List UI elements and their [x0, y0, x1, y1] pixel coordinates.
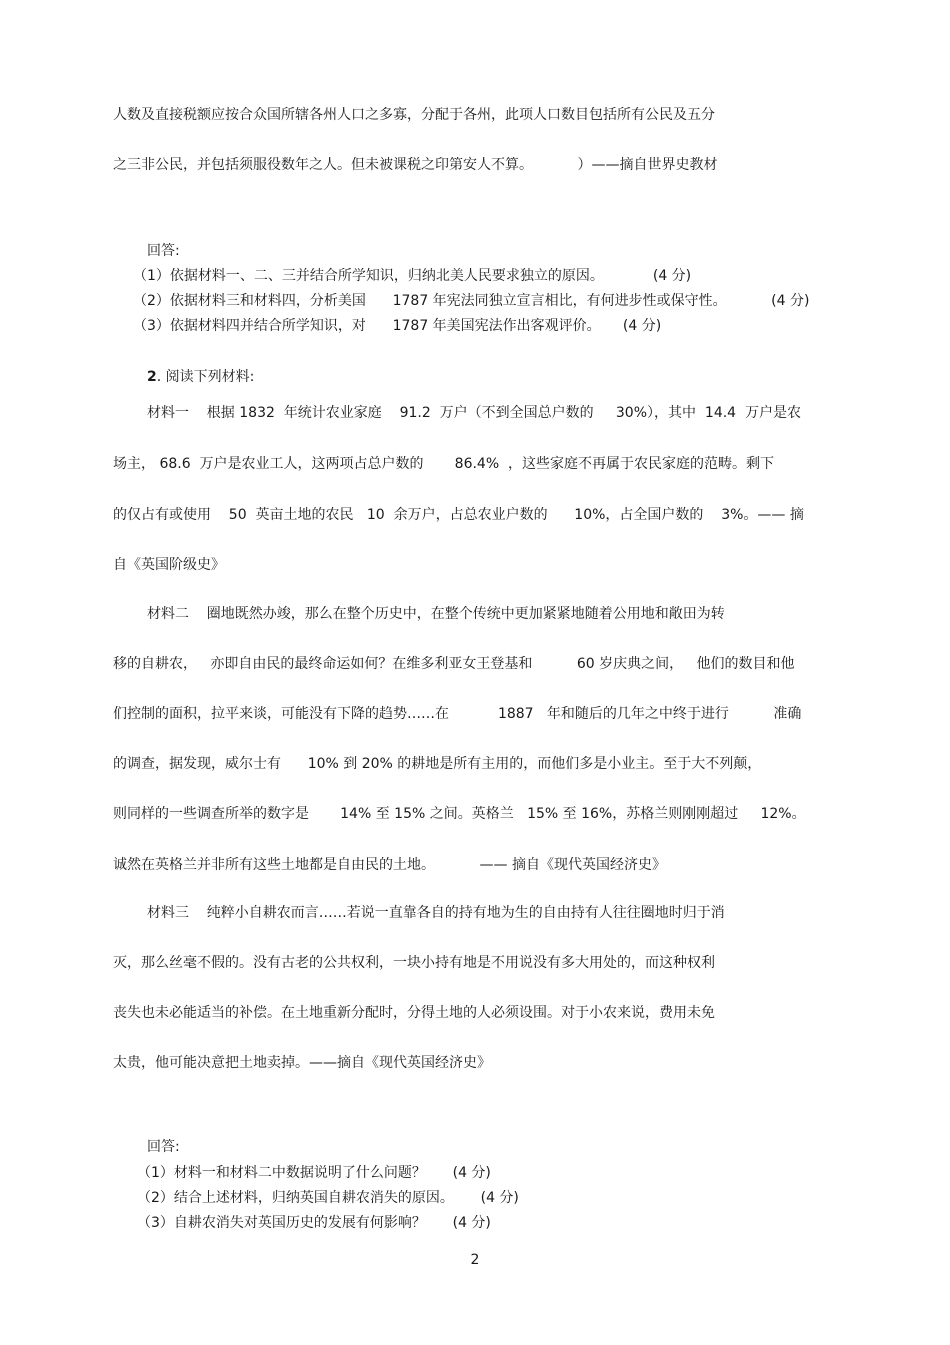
- question-item: （3）依据材料四并结合所学知识，对 1787 年美国宪法作出客观评价。 (4 分): [133, 318, 662, 334]
- material-line: 的调查，据发现，威尔士有 10% 到 20% 的耕地是所有主用的，而他们多是小业主。至于大不列颠，: [113, 756, 762, 772]
- answer-label: 回答:: [147, 243, 180, 259]
- passage-line: 之三非公民，并包括须服役数年之人。但未被课税之印第安人不算。 ）——摘自世界史教材: [113, 157, 718, 173]
- material-line: 丧失也未必能适当的补偿。在土地重新分配时，分得土地的人必须设围。对于小农来说，费用未免: [113, 1005, 715, 1021]
- material-line: 则同样的一些调查所举的数字是 14% 至 15% 之间。英格兰 15% 至 16%，苏格兰则刚刚超过 12%。: [113, 806, 806, 822]
- material-line: 材料一 根据 1832 年统计农业家庭 91.2 万户（不到全国总户数的 30%），其中 14.4 万户是农: [147, 405, 801, 421]
- material-line: 太贵，他可能决意把土地卖掉。——摘自《现代英国经济史》: [113, 1055, 491, 1071]
- question-heading-text: . 阅读下列材料:: [156, 369, 255, 385]
- material-line: 们控制的面积，拉平来谈，可能没有下降的趋势……在 1887 年和随后的几年之中终于进行 准确: [113, 706, 802, 722]
- material-line: 材料三 纯粹小自耕农而言……若说一直靠各自的持有地为生的自由持有人往往圈地时归于消: [147, 905, 725, 921]
- material-line: 诚然在英格兰并非所有这些土地都是自由民的土地。 —— 摘自《现代英国经济史》: [113, 857, 666, 873]
- page-number: 2: [470, 1252, 480, 1268]
- question-item: （3）自耕农消失对英国历史的发展有何影响？ (4 分): [137, 1215, 491, 1231]
- question-item: （2）结合上述材料，归纳英国自耕农消失的原因。 (4 分): [137, 1190, 519, 1206]
- material-line: 灭，那么丝毫不假的。没有古老的公共权利，一块小持有地是不用说没有多大用处的，而这种权利: [113, 955, 715, 971]
- material-line: 的仅占有或使用 50 英亩土地的农民 10 余万户，占总农业户数的 10%，占全国户数的 3%。—— 摘: [113, 507, 804, 523]
- question-heading: [147, 368, 254, 386]
- material-line: 移的自耕农， 亦即自由民的最终命运如何？在维多利亚女王登基和 60 岁庆典之间， 他们的数目和他: [113, 656, 795, 672]
- question-number: 2: [147, 369, 157, 385]
- passage-line: 人数及直接税额应按合众国所辖各州人口之多寡，分配于各州，此项人口数目包括所有公民及五分: [113, 107, 715, 123]
- material-line: 场主， 68.6 万户是农业工人，这两项占总户数的 86.4% ，这些家庭不再属于农民家庭的范畴。剩下: [113, 456, 775, 472]
- question-item: （2）依据材料三和材料四，分析美国 1787 年宪法同独立宣言相比，有何进步性或保守性。 (4 分): [133, 293, 810, 309]
- question-item: （1）材料一和材料二中数据说明了什么问题？ (4 分): [137, 1165, 491, 1181]
- material-line: 自《英国阶级史》: [113, 557, 225, 573]
- question-item: （1）依据材料一、二、三并结合所学知识，归纳北美人民要求独立的原因。 (4 分): [133, 268, 692, 284]
- answer-label: 回答:: [147, 1139, 180, 1155]
- material-line: 材料二 圈地既然办竣，那么在整个历史中，在整个传统中更加紧紧地随着公用地和敞田为转: [147, 606, 725, 622]
